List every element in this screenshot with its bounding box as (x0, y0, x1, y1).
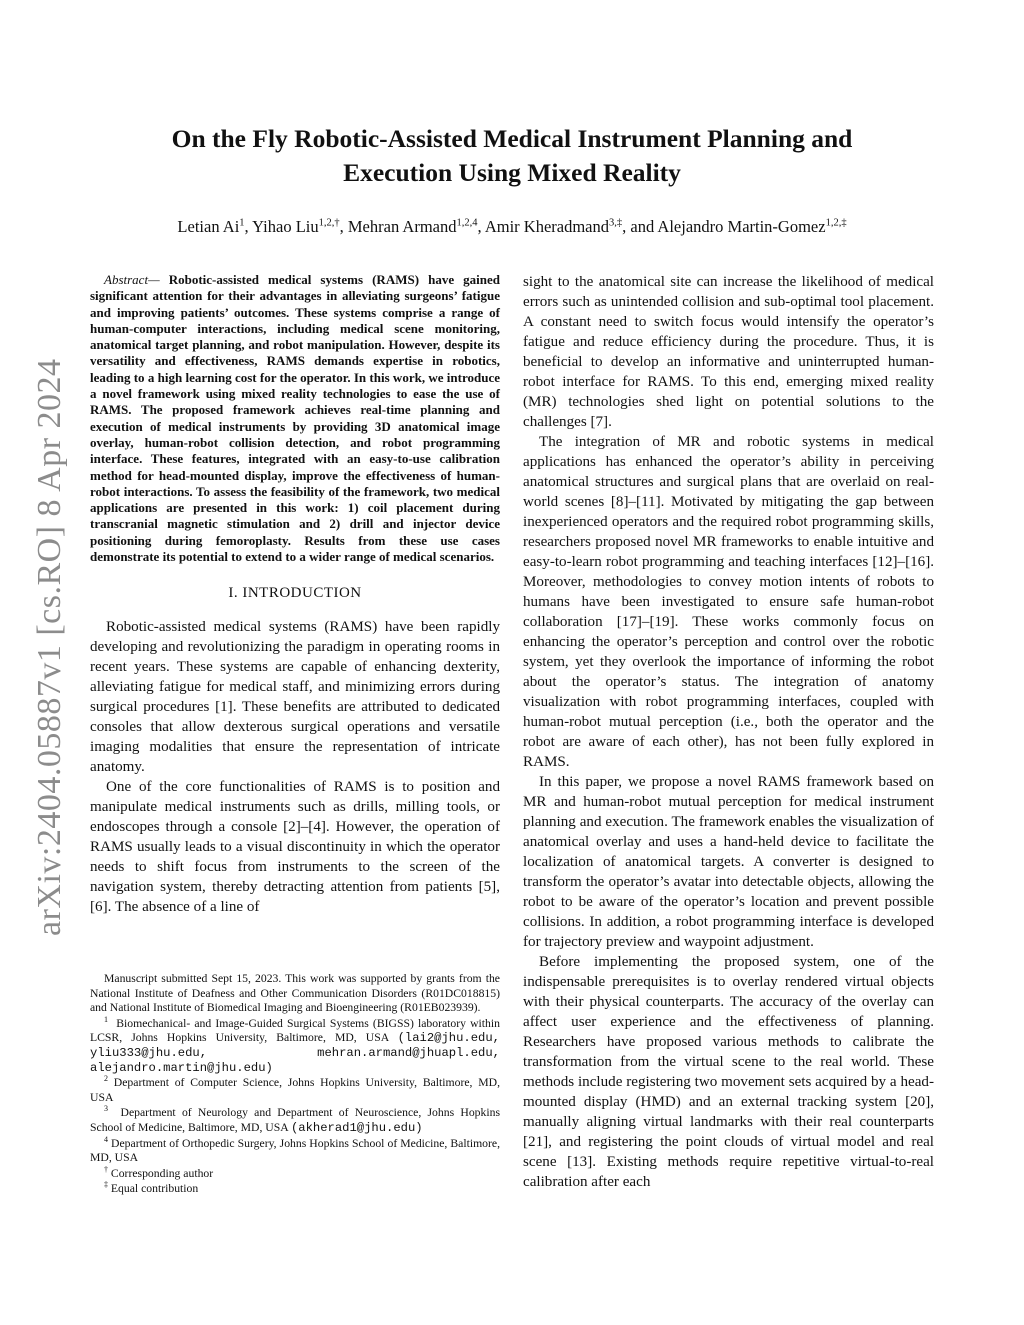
abstract-dash: — (148, 272, 160, 287)
author-separator: , (339, 217, 348, 236)
abstract-label: Abstract (104, 272, 149, 287)
author-name: Letian Ai (177, 217, 240, 236)
paragraph: Before implementing the proposed system, one of the indispensable prerequisites is to overlay rendered virtual objects with their physical counterparts. The accuracy of the overlay can affect user experience and the effectiveness of planning. Researchers have proposed various methods to calibrate the transformation from the virtual scene to the real world. These methods include registering two movement sets acquired by a head-mounted display (HMD) and an external tracking system [20], manually aligning virtual landmarks with their real counterparts [21], and registering the point clouds of virtual model and real scene [13]. Existing methods require repetitive virtual-to-real calibration after each (523, 954, 934, 1190)
footnote-4 (90, 1134, 501, 1166)
footnote-3 (90, 1106, 500, 1135)
footnote-emails: (akherad1@jhu.edu) (290, 1120, 423, 1135)
paragraph: In this paper, we propose a novel RAMS framework based on MR and human-robot mutual perception for medical instrument planning and execution. The framework enables the visualization of anatomical overlay and uses a hand-held device to facilitate the localization of anatomical targets. A converter is designed to transform the operator’s avatar into detectable objects, allowing the robot to be aware of the operator’s location and prevent possible collisions. In addition, a robot programming interface is developed for trajectory preview and waypoint adjustment. (523, 774, 934, 950)
footnote-emails: (lai2@jhu.edu, yliu333@jhu.edu, mehran.armand@jhuapl.edu, alejandro.martin@jhu.edu) (90, 1031, 500, 1075)
abstract-text: Robotic-assisted medical systems (RAMS) have gained significant attention for their advantages in alleviating surgeons’ fatigue and improving patients’ outcomes. These systems comprise a range of human-computer interactions, including medical scene monitoring, anatomical target planning, and robot manipulation. However, despite its versatility and effectiveness, RAMS demands expertise in robotics, leading to a high learning cost for the operator. In this work, we introduce a novel framework using mixed reality technologies to ease the use of RAMS. The proposed framework achieves real-time planning and execution of medical instruments by providing 3D anatomical image overlay, human-robot collision detection, and robot programming interface. These features, integrated with an easy-to-use calibration method for head-mounted display, improve the effectiveness of human-robot interactions. To assess the feasibility of the framework, two medical applications are presented in this work: 1) coil placement during transcranial magnetic stimulation and 2) drill and injector device positioning during femoroplasty. Results from these use cases demonstrate its potential to extend to a wider range of medical scenarios. (90, 272, 501, 565)
footnote-text: Department of Orthopedic Surgery, Johns Hopkins School of Medicine, Baltimore, MD, USA (90, 1136, 501, 1165)
footnote-mark: 1 (104, 1014, 108, 1024)
section-heading-introduction: I. INTRODUCTION (228, 585, 362, 602)
abstract (90, 272, 500, 565)
footnotes (90, 972, 500, 1198)
footnote-1 (90, 1014, 500, 1075)
author-affiliation: 1 (239, 217, 245, 229)
title-line-2: Execution Using Mixed Reality (343, 158, 681, 187)
paper-title (80, 122, 944, 190)
title-line-1: On the Fly Robotic-Assisted Medical Instrument Planning and (171, 124, 853, 153)
arxiv-identifier-stamp: arXiv:2404.05887v1 [cs.RO] 8 Apr 2024 (31, 358, 68, 936)
footnote-equal (90, 1182, 500, 1197)
left-column (90, 272, 500, 917)
paragraph: The integration of MR and robotic systems in medical applications has enhanced the operator’s ability in perceiving anatomical structures and surgical plans that are overlaid on real-world scenes [8]–[11]. Motivated by mitigating the gap between inexperienced operators and the required robot programming skills, researchers proposed novel MR frameworks to enable intuitive and easy-to-learn robot programming and teaching interfaces [12]–[16]. Moreover, methodologies to convey motion intents of robots to humans have been investigated to ensure safe human-robot collaboration [17]–[19]. These works commonly focus on enhancing the operator’s perception and control over the robotic system, yet they overlook the importance of informing the robot about the operator’s status. The integration of anatomy visualization with robot programming interfaces, coupled with human-robot mutual perception (i.e., both the operator and the robot are aware of each other), has not been fully explored in RAMS. (523, 434, 934, 770)
footnote-corresponding (90, 1164, 500, 1182)
paragraph: Robotic-assisted medical systems (RAMS) have been rapidly developing and revolutionizing the paradigm in operating rooms in recent years. These systems are capable of enhancing dexterity, alleviating fatigue for medical staff, and minimizing errors during surgical procedures [1]. These benefits are attributed to dedicated consoles that allow dexterous surgical operations and versatile imaging modalities that ensure the representation of intricate anatomy. (90, 619, 500, 776)
author-list (40, 216, 984, 238)
footnote-mark: † (104, 1164, 108, 1174)
footnote-text: Biomechanical- and Image-Guided Surgical Systems (BIGSS) laboratory within LCSR, Johns Hopkins University, Baltimore, MD, USA (90, 1016, 500, 1045)
paragraph: One of the core functionalities of RAMS is to position and manipulate medical instruments such as drills, milling tools, or endoscopes through a console [2]–[4]. However, the operation of RAMS usually leads to a visual discontinuity in which the operator needs to shift focus from instruments to the screen of the navigation system, thereby detracting attention from patients [5], [6]. The absence of a line of (90, 779, 500, 916)
author-name: Alejandro Martin-Gomez (657, 217, 826, 236)
footnote-mark: 3 (104, 1104, 108, 1114)
author-separator: , (244, 217, 253, 236)
author-separator: , and (622, 217, 658, 236)
author-name: Mehran Armand (347, 217, 457, 236)
footnote-text: Department of Computer Science, Johns Hopkins University, Baltimore, MD, USA (90, 1076, 501, 1104)
author-separator: , (477, 217, 485, 236)
footnote-text: Corresponding author (110, 1166, 214, 1180)
author-affiliation: 1,2,† (318, 217, 340, 229)
author-name: Yihao Liu (252, 217, 319, 236)
footnote-text: Equal contribution (110, 1182, 199, 1196)
author-affiliation: 1,2,4 (456, 217, 478, 229)
footnote-mark: ‡ (104, 1180, 108, 1190)
footnote-mark: 4 (104, 1134, 108, 1144)
paragraph: sight to the anatomical site can increase the likelihood of medical errors such as unintended collision and sub-optimal tool placement. A constant need to switch focus would intensify the operator’s fatigue and reduce efficiency during the procedure. Thus, it is beneficial to develop an informative and uninterrupted human-robot interface for RAMS. To this end, emerging mixed reality (MR) technologies shed light on potential solutions to the challenges [7]. (523, 274, 934, 430)
footnote-manuscript: Manuscript submitted Sept 15, 2023. This work was supported by grants from the National Institute of Deafness and Other Communication Disorders (R01DC018815) and National Institute of Biomedical Imaging and Bioengineering (R01EB023939). (90, 972, 500, 1015)
right-column (523, 272, 934, 1192)
footnote-2 (90, 1076, 500, 1105)
author-name: Amir Kheradmand (484, 217, 609, 236)
footnote-mark: 2 (104, 1074, 108, 1084)
footnote-text: Department of Neurology and Department of Neuroscience, Johns Hopkins School of Medicine, Baltimore, MD, USA (90, 1106, 500, 1134)
author-affiliation: 1,2,‡ (825, 217, 847, 229)
author-affiliation: 3,‡ (609, 217, 623, 229)
